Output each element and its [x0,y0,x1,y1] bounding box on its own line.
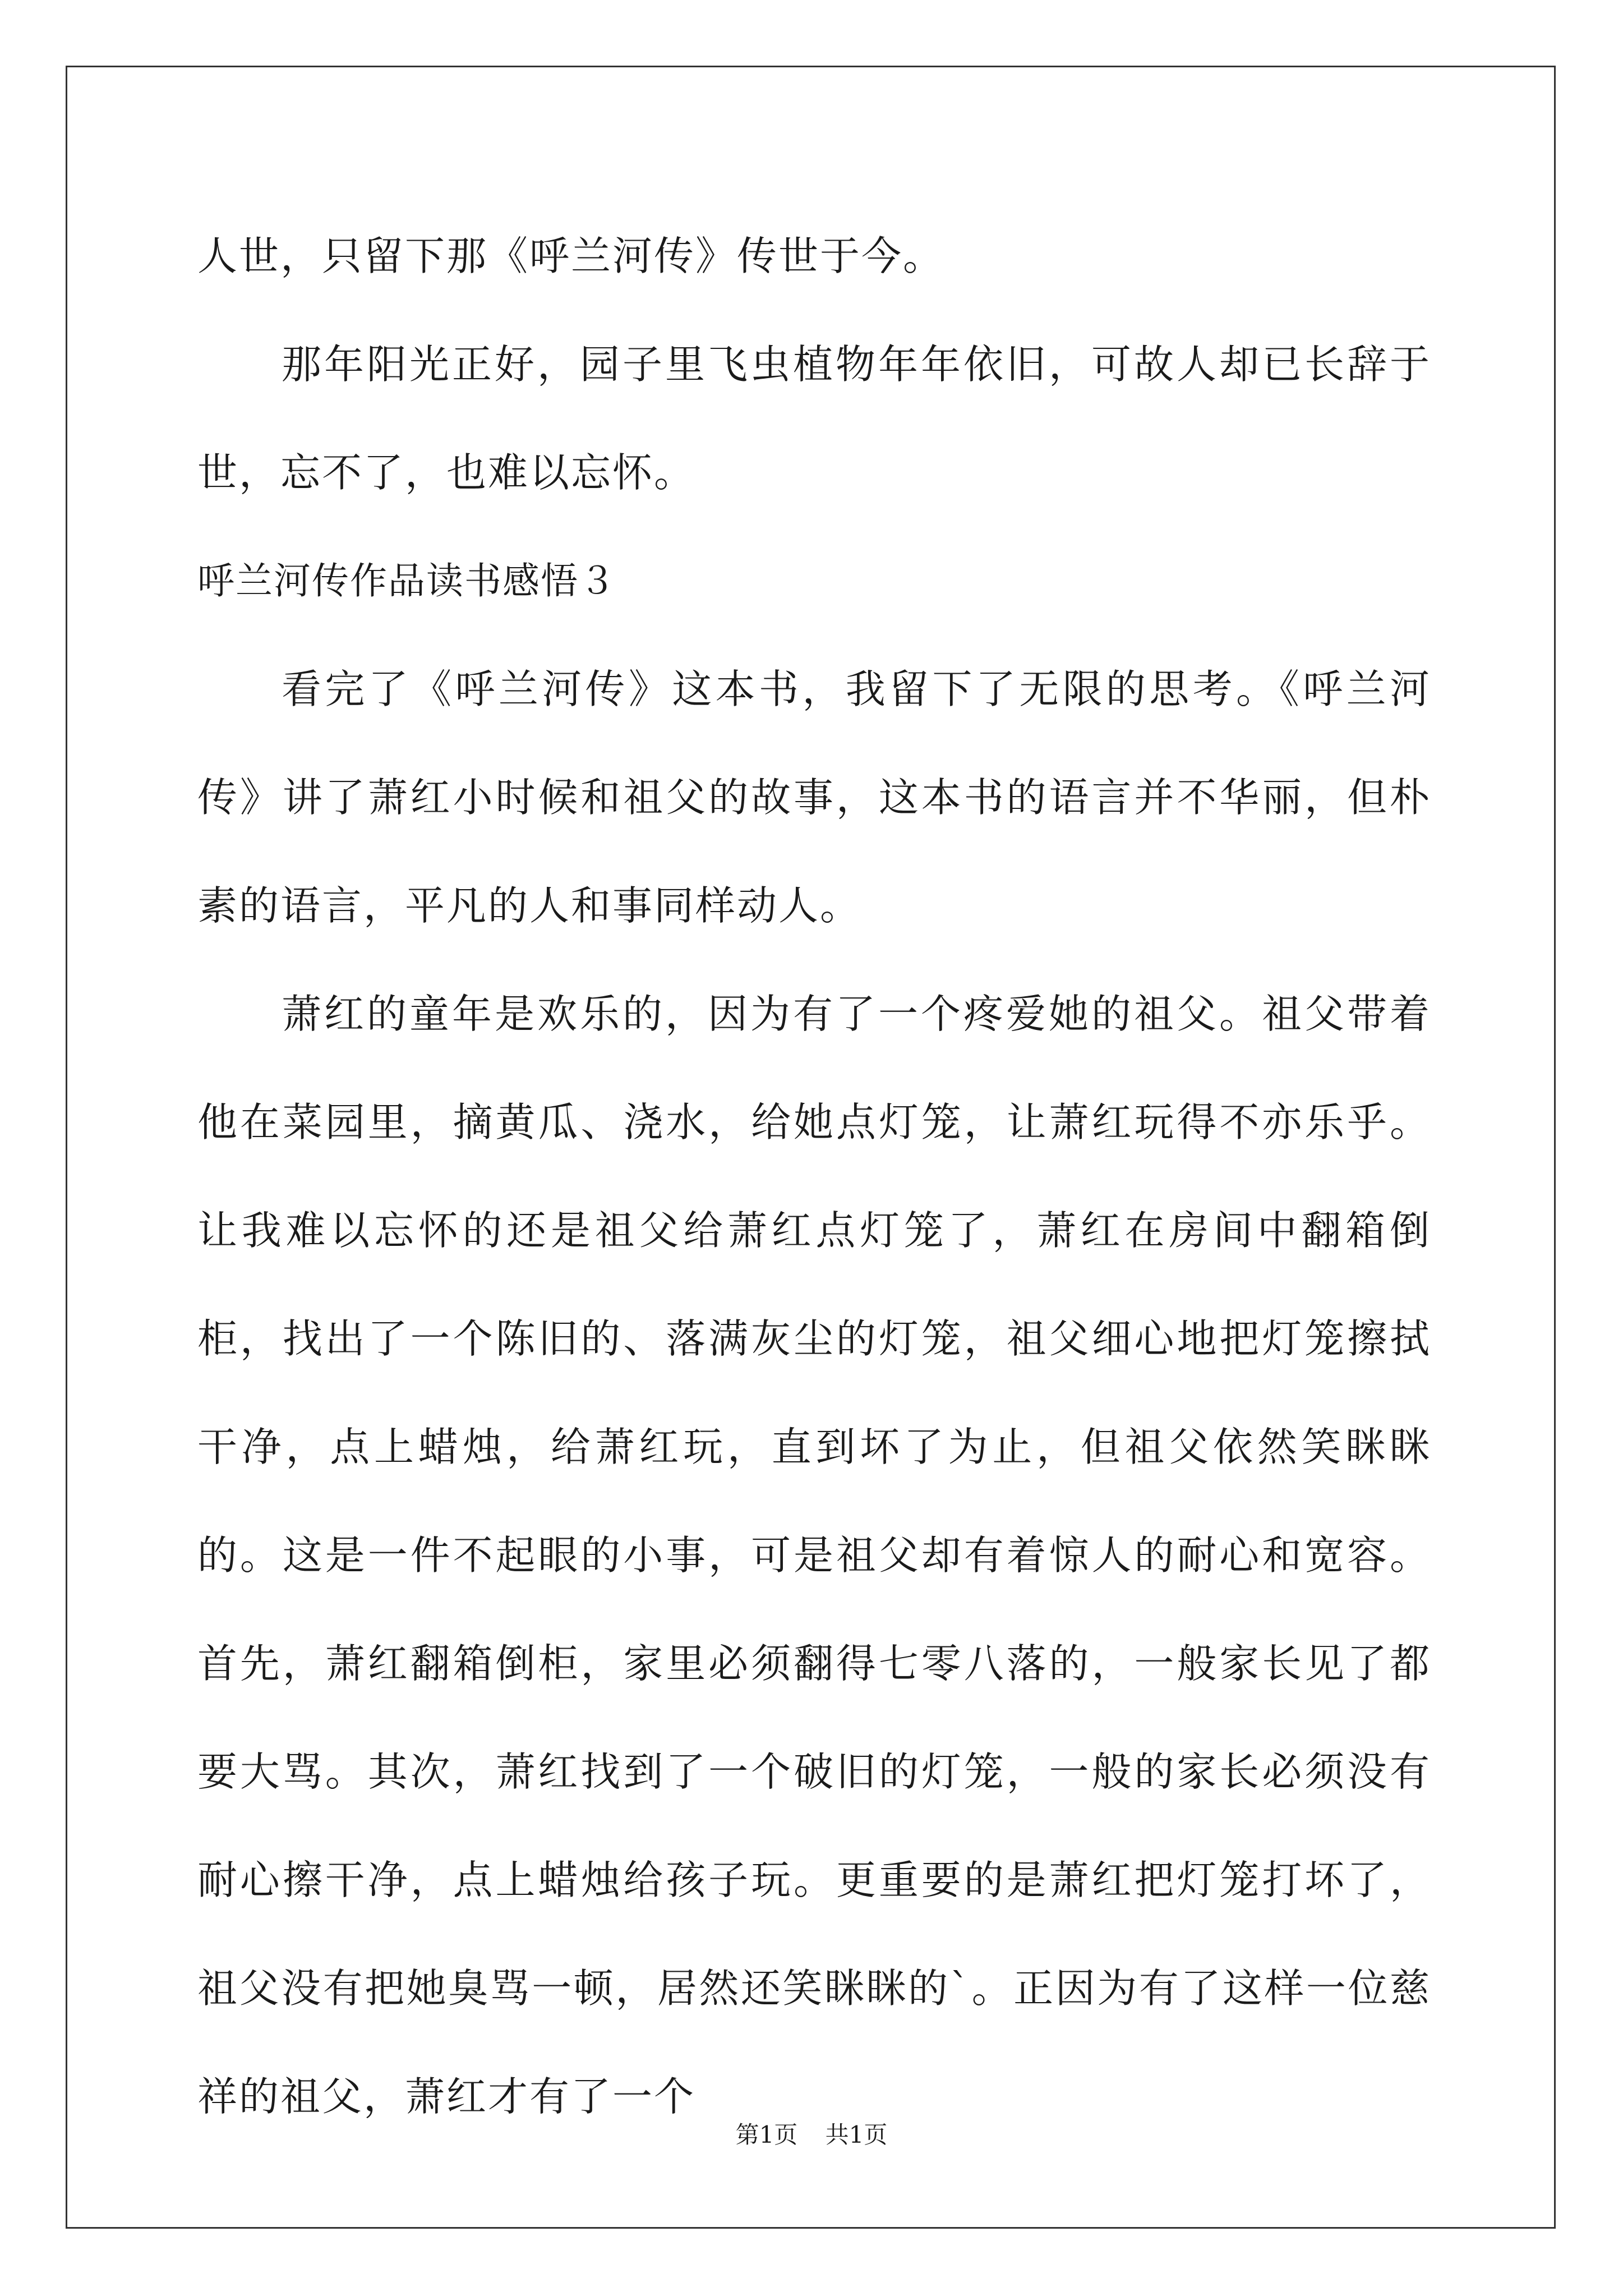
document-body [197,202,1431,2151]
page-total: 共1页 [825,2121,888,2148]
page-footer [0,2118,1623,2152]
paragraph: 那年阳光正好，园子里飞虫植物年年依旧，可故人却已长辞于世，忘不了，也难以忘怀。 [197,341,1431,496]
paragraph: 看完了《呼兰河传》这本书，我留下了无限的思考。《呼兰河传》讲了萧红小时候和祖父的故事，这本书的语言并不华丽，但朴素的语言，平凡的人和事同样动人。 [197,666,1431,929]
page-number: 第1页 [735,2121,798,2148]
paragraph-continuation: 人世，只留下那《呼兰河传》传世于今。 [197,233,945,279]
paragraph: 萧红的童年是欢乐的，因为有了一个疼爱她的祖父。祖父带着他在菜园里，摘黄瓜、浇水，给她点灯笼，让萧红玩得不亦乐乎。让我难以忘怀的还是祖父给萧红点灯笼了，萧红在房间中翻箱倒柜，找出了一个陈旧的、落满灰尘的灯笼，祖父细心地把灯笼擦拭干净，点上蜡烛，给萧红玩，直到坏了为止，但祖父依然笑眯眯的。这是一件不起眼的小事，可是祖父却有着惊人的耐心和宽容。首先，萧红翻箱倒柜，家里必须翻得七零八落的，一般家长见了都要大骂。其次，萧红找到了一个破旧的灯笼，一般的家长必须没有耐心擦干净，点上蜡烛给孩子玩。更重要的是萧红把灯笼打坏了，祖父没有把她臭骂一顿，居然还笑眯眯的`。正因为有了这样一位慈祥的祖父，萧红才有了一个 [197,991,1431,2120]
section-heading: 呼兰河传作品读书感悟３ [197,559,617,602]
